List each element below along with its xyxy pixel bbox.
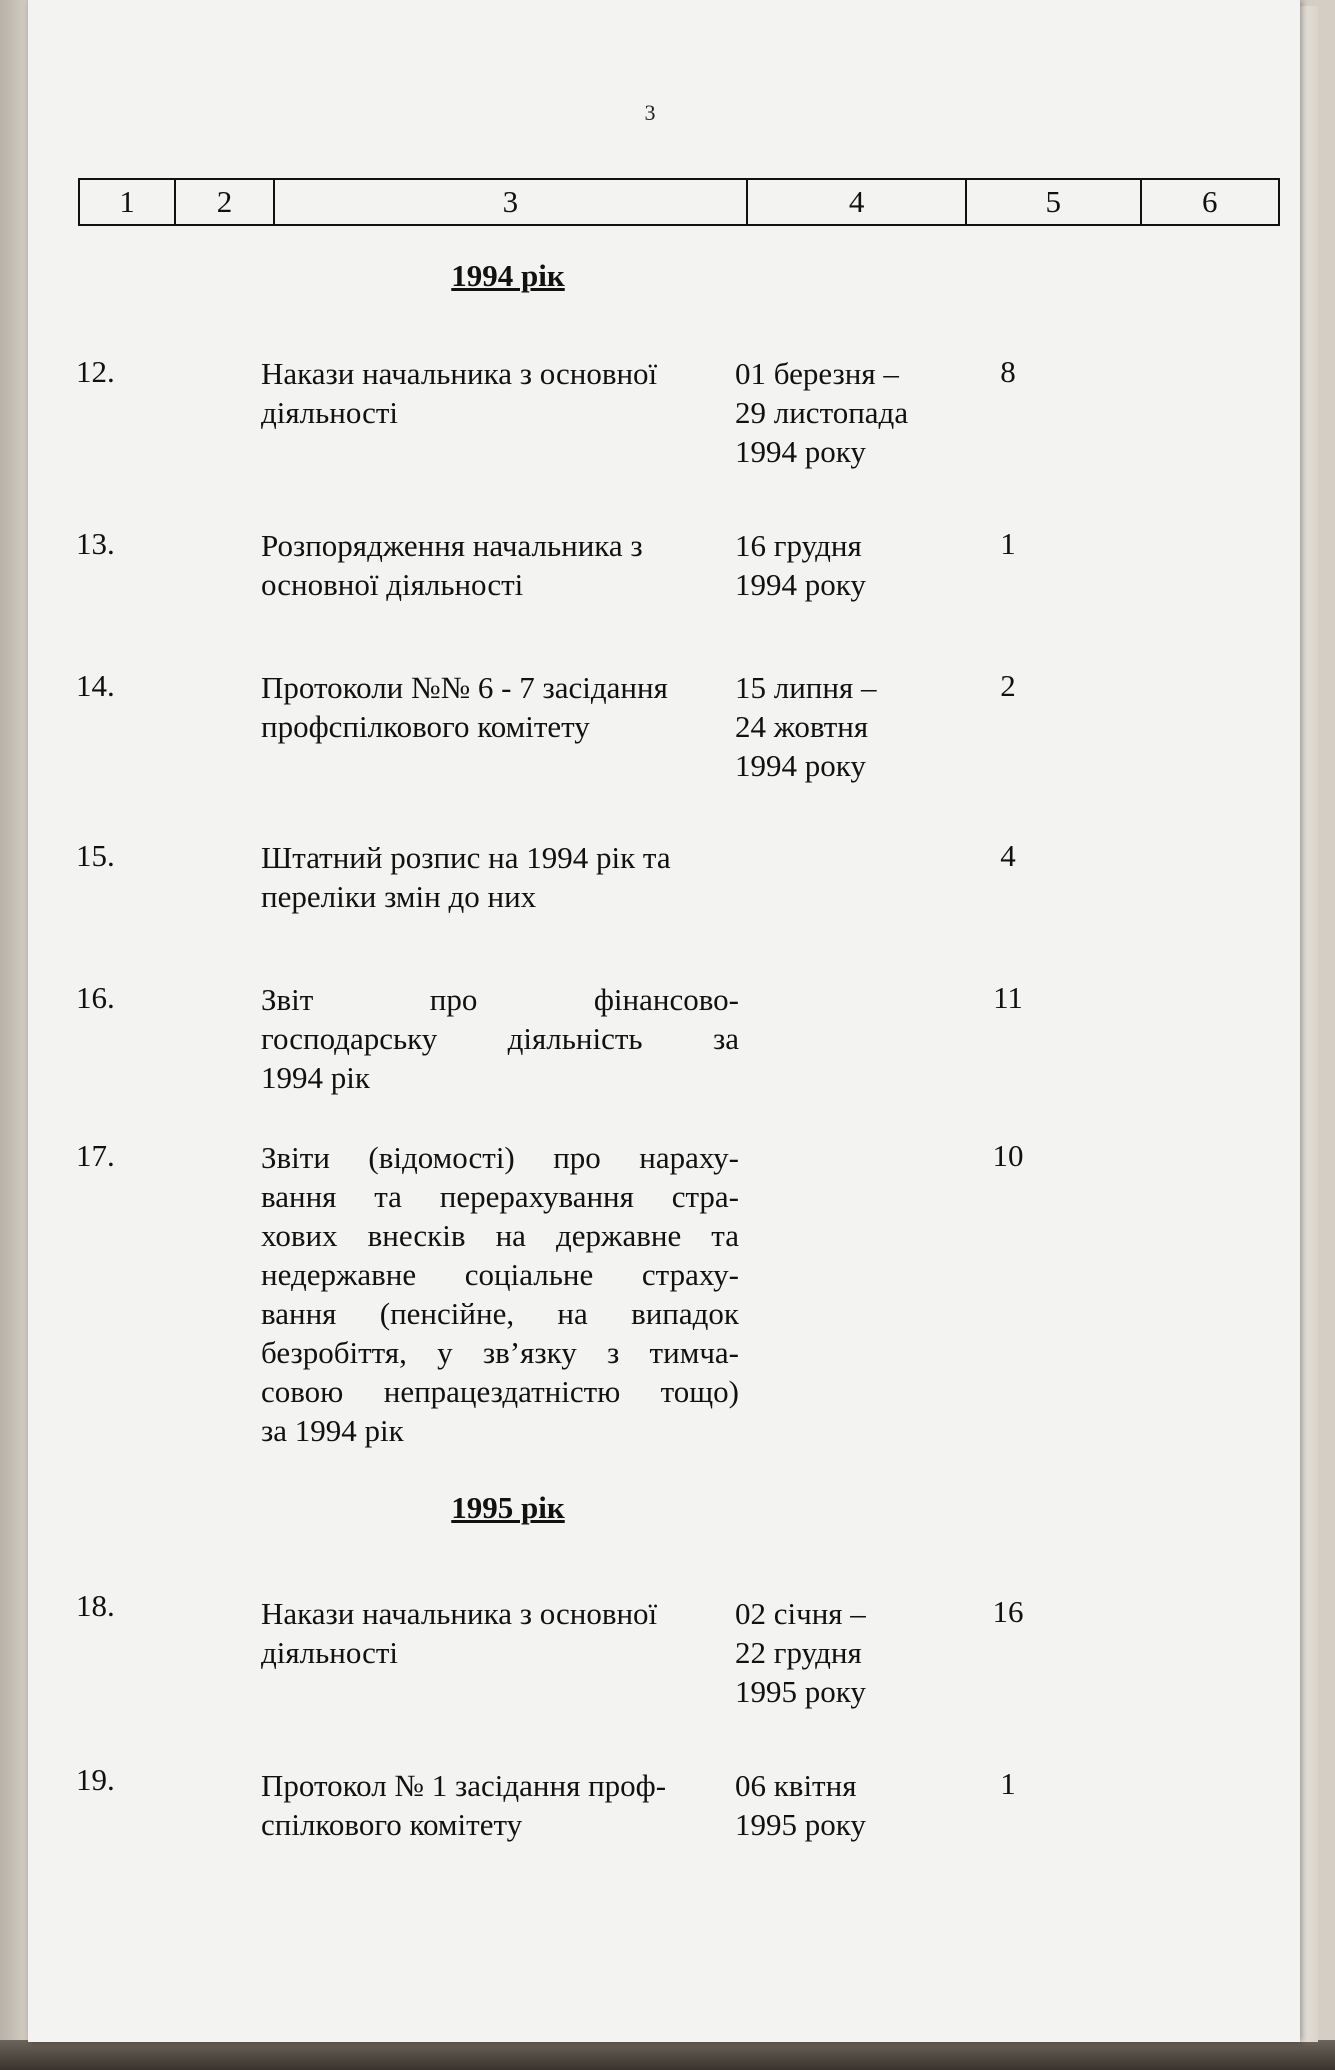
row-date-line: 15 липня – <box>735 670 877 705</box>
column-header-1: 1 <box>79 179 175 225</box>
column-header-5: 5 <box>966 179 1141 225</box>
row-title <box>261 980 739 1097</box>
row-date-line: 06 квітня <box>735 1768 857 1803</box>
row-date-line: 02 січня – <box>735 1596 866 1631</box>
row-title <box>261 1138 739 1450</box>
row-title-line: хових внесків на державне та <box>261 1218 739 1253</box>
row-sheet-count: 4 <box>1000 838 1016 873</box>
row-date <box>735 526 935 604</box>
row-date-line: 01 березня – <box>735 356 899 391</box>
row-title-line: Звіт про фінансово- <box>261 982 739 1017</box>
row-date-line: 1994 року <box>735 748 866 783</box>
row-date-line: 16 грудня <box>735 528 862 563</box>
row-title-line: переліки змін до них <box>261 879 537 914</box>
page-number: 3 <box>644 100 656 125</box>
row-title <box>261 526 739 604</box>
page-right-edge <box>1300 6 1318 2042</box>
row-title-line: основної діяльності <box>261 567 524 602</box>
row-date <box>735 668 935 785</box>
row-date-line: 1994 року <box>735 434 866 469</box>
column-header-2: 2 <box>175 179 273 225</box>
row-title-line: 1994 рік <box>261 1060 370 1095</box>
row-number: 12. <box>76 354 115 389</box>
year-heading-1994: 1994 рік <box>451 258 565 293</box>
row-number: 16. <box>76 980 115 1015</box>
column-header-6: 6 <box>1141 179 1280 225</box>
row-title-line: спілкового комітету <box>261 1807 523 1842</box>
column-header-3: 3 <box>274 179 748 225</box>
row-date <box>735 1594 935 1711</box>
row-title <box>261 668 739 746</box>
row-title-line: Розпорядження начальника з <box>261 528 643 563</box>
row-title-line: вання та перерахування стра- <box>261 1179 739 1214</box>
row-title-line: Звіти (відомості) про нараху- <box>261 1140 739 1175</box>
row-title-line: діяльності <box>261 1635 399 1670</box>
row-number: 14. <box>76 668 115 703</box>
row-number: 15. <box>76 838 115 873</box>
page-bottom-edge <box>0 2040 1335 2070</box>
row-title-line: Накази начальника з основної <box>261 1596 658 1631</box>
row-sheet-count: 1 <box>1000 526 1016 561</box>
row-title-line: профспілкового комітету <box>261 709 590 744</box>
year-heading-1995: 1995 рік <box>451 1490 565 1525</box>
row-sheet-count: 1 <box>1000 1766 1016 1801</box>
row-title <box>261 354 739 432</box>
row-date-line: 29 листопада <box>735 395 909 430</box>
row-number: 18. <box>76 1588 115 1623</box>
row-title-line: Накази начальника з основної <box>261 356 658 391</box>
row-title <box>261 838 739 916</box>
row-title-line: недержавне соціальне страху- <box>261 1257 739 1292</box>
column-header-4: 4 <box>747 179 966 225</box>
row-title-line: діяльності <box>261 395 399 430</box>
row-date-line: 22 грудня <box>735 1635 862 1670</box>
row-sheet-count: 2 <box>1000 668 1016 703</box>
row-date <box>735 1766 935 1844</box>
row-title <box>261 1766 739 1844</box>
document-page <box>28 0 1300 2042</box>
row-date-line: 1995 року <box>735 1674 866 1709</box>
row-sheet-count: 16 <box>992 1594 1024 1629</box>
row-date <box>735 354 935 471</box>
row-title-line: совою непрацездатністю тощо) <box>261 1374 739 1409</box>
row-title-line: Штатний розпис на 1994 рік та <box>261 840 671 875</box>
row-number: 17. <box>76 1138 115 1173</box>
row-sheet-count: 11 <box>993 980 1023 1015</box>
row-title-line: Протоколи №№ 6 - 7 засідання <box>261 670 668 705</box>
row-title <box>261 1594 739 1672</box>
row-title-line: вання (пенсійне, на випадок <box>261 1296 739 1331</box>
row-date-line: 1994 року <box>735 567 866 602</box>
row-number: 13. <box>76 526 115 561</box>
row-date-line: 1995 року <box>735 1807 866 1842</box>
row-sheet-count: 10 <box>992 1138 1024 1173</box>
row-number: 19. <box>76 1762 115 1797</box>
row-title-line: безробіття, у зв’язку з тимча- <box>261 1335 739 1370</box>
row-sheet-count: 8 <box>1000 354 1016 389</box>
row-date-line: 24 жовтня <box>735 709 869 744</box>
row-title-line: господарську діяльність за <box>261 1021 739 1056</box>
row-title-line: за 1994 рік <box>261 1413 404 1448</box>
row-title-line: Протокол № 1 засідання проф- <box>261 1768 667 1803</box>
column-header-table <box>78 178 1280 226</box>
